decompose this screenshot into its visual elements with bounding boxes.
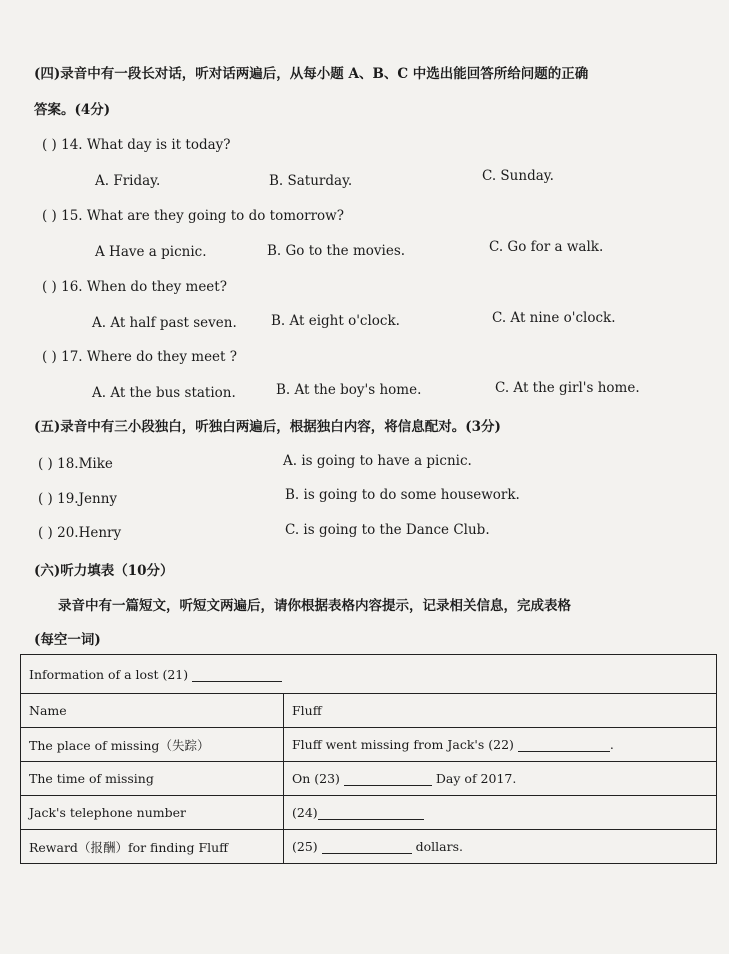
value-text: On (23) <box>292 771 340 786</box>
table-header-text: Information of a lost (21) <box>29 666 189 682</box>
value-suffix: dollars. <box>415 839 463 854</box>
answer-paren[interactable]: ( ) <box>38 525 53 541</box>
matching-option-a: A. is going to have a picnic. <box>283 453 472 469</box>
table-row <box>21 762 717 796</box>
option-a: A. At the bus station. <box>92 385 236 401</box>
listening-info-table <box>20 654 717 864</box>
row-value <box>284 728 717 762</box>
table-row <box>21 796 717 830</box>
matching-row <box>38 456 113 472</box>
row-label: Jack's telephone number <box>21 796 284 830</box>
table-row <box>21 830 717 864</box>
question-text: 17. Where do they meet ? <box>61 349 238 365</box>
question-16 <box>42 279 227 295</box>
row-label: The place of missing（失踪） <box>21 728 284 762</box>
answer-paren[interactable]: ( ) <box>42 349 57 365</box>
answer-paren[interactable]: ( ) <box>38 456 53 472</box>
person-name: 19.Jenny <box>57 491 118 507</box>
table-header-row <box>21 655 717 694</box>
question-text: 15. What are they going to do tomorrow? <box>61 208 344 224</box>
answer-paren[interactable]: ( ) <box>42 137 57 153</box>
section-4-title-line2: 答案。(4分) <box>34 102 111 118</box>
value-text: Fluff went missing from Jack's (22) <box>292 737 514 752</box>
person-name: 18.Mike <box>57 456 113 472</box>
row-value <box>284 694 717 728</box>
option-b: B. At eight o'clock. <box>271 313 400 329</box>
answer-paren[interactable]: ( ) <box>38 491 53 507</box>
value-text: Fluff <box>292 703 322 718</box>
option-b: B. Go to the movies. <box>267 243 406 259</box>
answer-blank-25[interactable] <box>322 853 412 854</box>
row-label: Reward（报酬）for finding Fluff <box>21 830 284 864</box>
option-c: C. At the girl's home. <box>495 380 640 396</box>
option-c: C. Sunday. <box>482 168 554 184</box>
answer-blank-22[interactable] <box>518 751 610 752</box>
option-a: A. Friday. <box>95 173 161 189</box>
row-value <box>284 762 717 796</box>
value-text: (25) <box>292 839 318 854</box>
value-suffix: Day of 2017. <box>435 771 517 786</box>
answer-blank-24[interactable] <box>318 819 424 820</box>
option-b: B. At the boy's home. <box>276 382 422 398</box>
row-label: The time of missing <box>21 762 284 796</box>
question-15 <box>42 208 344 224</box>
section-6-instruction-line2: (每空一词) <box>34 632 101 648</box>
table-header-cell <box>21 655 717 694</box>
question-14 <box>42 137 231 153</box>
option-c: C. At nine o'clock. <box>492 310 616 326</box>
value-suffix: . <box>609 737 614 752</box>
answer-blank-21[interactable] <box>192 681 282 682</box>
option-b: B. Saturday. <box>269 173 353 189</box>
section-6-instruction-line1: 录音中有一篇短文，听短文两遍后，请你根据表格内容提示，记录相关信息，完成表格 <box>58 598 571 614</box>
section-5-title: (五)录音中有三小段独白，听独白两遍后，根据独白内容，将信息配对。(3分) <box>34 419 501 435</box>
row-value <box>284 796 717 830</box>
answer-paren[interactable]: ( ) <box>42 279 57 295</box>
answer-blank-23[interactable] <box>344 785 432 786</box>
table-row <box>21 694 717 728</box>
row-value <box>284 830 717 864</box>
table-row <box>21 728 717 762</box>
question-text: 14. What day is it today? <box>61 137 231 153</box>
section-6-title: (六)听力填表（10分） <box>34 563 174 579</box>
answer-paren[interactable]: ( ) <box>42 208 57 224</box>
matching-option-c: C. is going to the Dance Club. <box>285 522 490 538</box>
matching-option-b: B. is going to do some housework. <box>285 487 520 503</box>
person-name: 20.Henry <box>57 525 122 541</box>
value-text: (24) <box>292 805 318 820</box>
matching-row <box>38 525 121 541</box>
question-text: 16. When do they meet? <box>61 279 227 295</box>
matching-row <box>38 491 117 507</box>
row-label: Name <box>21 694 284 728</box>
option-c: C. Go for a walk. <box>489 239 604 255</box>
question-17 <box>42 349 237 365</box>
option-a: A Have a picnic. <box>95 244 207 260</box>
section-4-title-line1: (四)录音中有一段长对话，听对话两遍后，从每小题 A、B、C 中选出能回答所给问题的正确 <box>34 66 589 82</box>
option-a: A. At half past seven. <box>92 315 237 331</box>
